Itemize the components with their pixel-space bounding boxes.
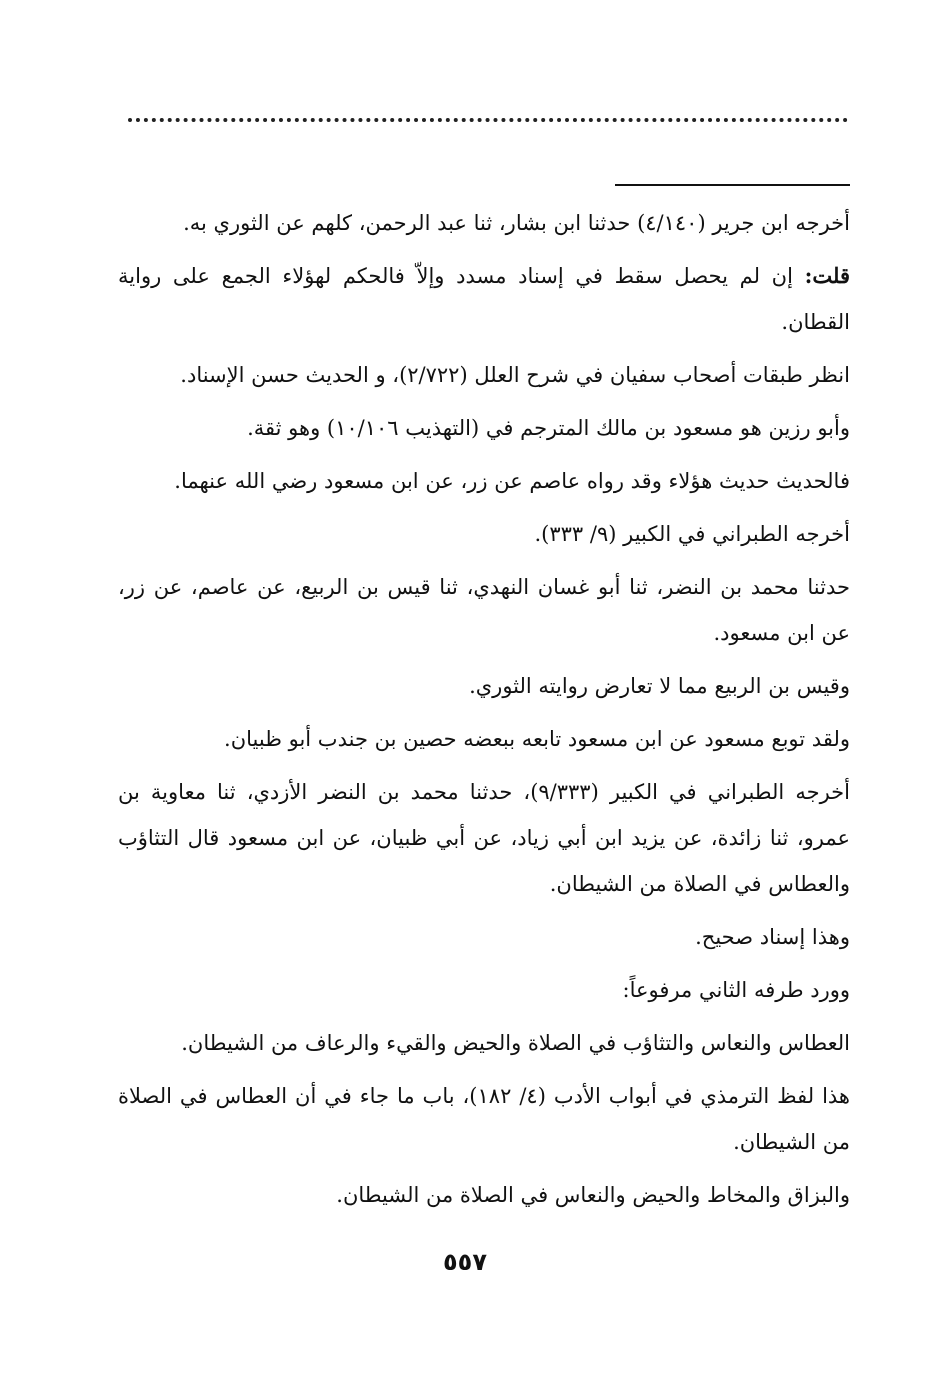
footnote-rule [615,184,850,186]
paragraph: فالحديث حديث هؤلاء وقد رواه عاصم عن زر، عن ابن مسعود رضي الله عنهما. [174,469,850,493]
paragraph: حدثنا محمد بن النضر، ثنا أبو غسان النهدي، ثنا قيس بن الربيع، عن عاصم، عن زر، عن ابن مسعود. [118,575,850,645]
paragraph: وهذا إسناد صحيح. [695,925,850,949]
paragraph: العطاس والنعاس والتثاؤب في الصلاة والحيض والقيء والرعاف من الشيطان. [181,1031,850,1055]
paragraph: أخرجه ابن جرير (٤/١٤٠) حدثنا ابن بشار، ثنا عبد الرحمن، كلهم عن الثوري به. [183,211,850,235]
paragraph: أخرجه الطبراني في الكبير (٩/ ٣٣٣). [534,522,850,546]
dotted-separator [128,118,848,122]
paragraph-text: إن لم يحصل سقط في إسناد مسدد وإلاّ فالحكم لهؤلاء الجمع على رواية القطان. [118,264,850,334]
paragraph: وقيس بن الربيع مما لا تعارض روايته الثوري. [469,674,850,698]
page-number: ٥٥٧ [443,1248,487,1276]
paragraph: وأبو رزين هو مسعود بن مالك المترجم في (التهذيب ١٠/١٠٦) وهو ثقة. [247,416,850,440]
body-text [118,200,850,1225]
paragraph [118,253,850,345]
paragraph: وورد طرفه الثاني مرفوعاً: [622,978,850,1002]
paragraph: والبزاق والمخاط والحيض والنعاس في الصلاة من الشيطان. [336,1183,850,1207]
paragraph: هذا لفظ الترمذي في أبواب الأدب (٤/ ١٨٢)، باب ما جاء في أن العطاس في الصلاة من الشيطان. [118,1084,850,1154]
paragraph: انظر طبقات أصحاب سفيان في شرح العلل (٢/٧٢٢)، و الحديث حسن الإسناد. [180,363,850,387]
paragraph: أخرجه الطبراني في الكبير (٩/٣٣٣)، حدثنا محمد بن النضر الأزدي، ثنا معاوية بن عمرو، ثنا زائدة، عن يزيد ابن أبي زياد، عن أبي ظبيان، عن ابن مسعود قال التثاؤب والعطاس في الصلاة من الشيطان. [118,780,850,896]
note-label: قلت: [804,263,850,288]
paragraph: ولقد توبع مسعود عن ابن مسعود تابعه ببعضه حصين بن جندب أبو ظبيان. [224,727,850,751]
